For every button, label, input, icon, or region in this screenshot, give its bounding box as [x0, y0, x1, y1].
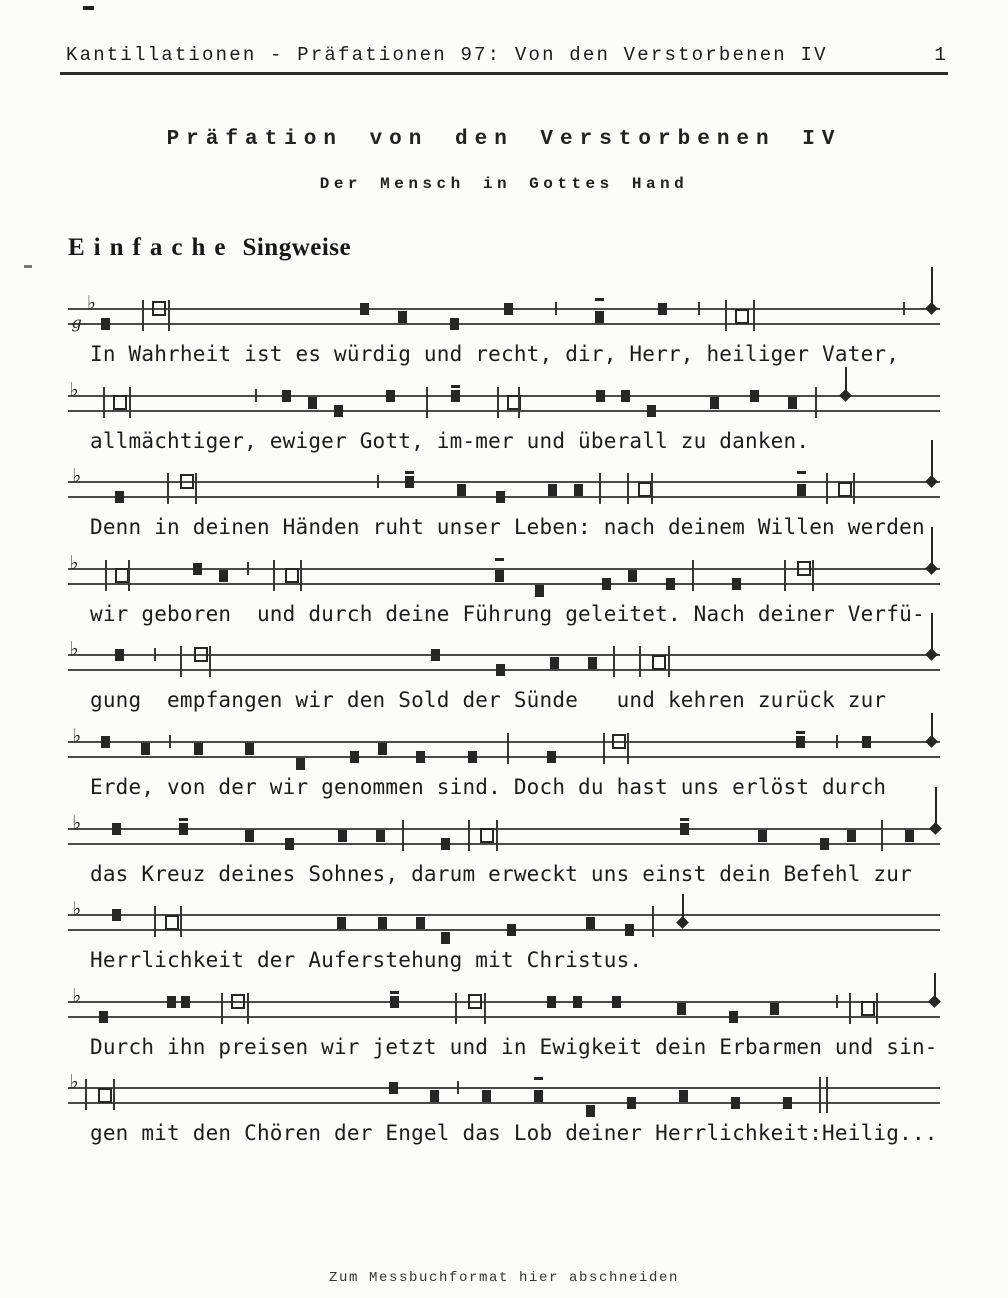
lyrics-line: wir geboren und durch deine Führung geleitet. Nach deiner Verfü-	[90, 601, 925, 626]
flat-sign: ♭	[69, 378, 79, 401]
episema-dash	[797, 471, 806, 474]
barline	[815, 387, 817, 418]
staff-line-lower	[68, 756, 940, 758]
flat-sign: ♭	[69, 551, 79, 574]
barline	[849, 993, 851, 1024]
neume-note	[376, 830, 385, 842]
neume-note	[847, 830, 856, 842]
barline	[753, 300, 755, 331]
episema-dash	[534, 1077, 543, 1080]
neume-note	[194, 743, 203, 755]
chant-system	[68, 724, 940, 816]
neume-note	[495, 570, 504, 582]
barline	[725, 300, 727, 331]
finalis-diamond	[839, 389, 852, 402]
half-barline	[836, 995, 838, 1008]
staff-line-lower	[68, 929, 940, 931]
half-barline	[154, 648, 156, 661]
neume-note	[468, 751, 477, 763]
neume-note	[647, 405, 656, 417]
neume-note	[612, 996, 621, 1008]
neume-open-note	[735, 309, 749, 324]
neume-note	[338, 830, 347, 842]
neume-note	[179, 823, 188, 835]
staff	[68, 724, 940, 773]
staff-line-lower	[68, 1016, 940, 1018]
neume-note	[219, 570, 228, 582]
neume-note	[504, 303, 513, 315]
chant-system	[68, 638, 940, 729]
staff	[68, 292, 940, 340]
neume-open-note	[652, 655, 666, 670]
barline	[247, 993, 249, 1024]
barline	[651, 473, 653, 504]
neume-note	[550, 657, 559, 669]
staff-line-lower	[68, 410, 940, 412]
neume-note	[450, 318, 459, 330]
barline	[881, 820, 883, 851]
neume-note	[496, 491, 505, 503]
neume-note	[547, 751, 556, 763]
neume-note	[389, 1082, 398, 1094]
neume-note	[731, 1097, 740, 1109]
scan-artifact	[24, 265, 32, 268]
flat-sign: ♭	[69, 1071, 79, 1094]
finalis-diamond	[925, 475, 938, 488]
barline	[497, 387, 499, 418]
chant-system	[68, 292, 940, 383]
neume-note	[534, 1090, 543, 1102]
staff-line-upper	[68, 395, 940, 397]
neume-note	[378, 743, 387, 755]
chant-system	[68, 378, 940, 470]
episema-dash	[680, 818, 689, 821]
page-number: 1	[934, 44, 948, 66]
neume-note	[112, 823, 121, 835]
finalis-diamond	[925, 302, 938, 315]
neume-note	[334, 405, 343, 417]
page-header	[66, 44, 948, 66]
neume-note	[386, 390, 395, 402]
neume-open-note	[861, 1001, 875, 1016]
neume-note	[627, 1097, 636, 1109]
chant-systems	[68, 292, 940, 1162]
neume-note	[115, 649, 124, 661]
barline	[129, 387, 131, 418]
barline	[507, 733, 509, 764]
flat-sign: ♭	[72, 898, 82, 921]
half-barline	[836, 735, 838, 748]
staff-line-upper	[68, 481, 940, 483]
episema-dash	[405, 471, 414, 474]
episema-dash	[390, 991, 399, 994]
neume-note	[112, 909, 121, 921]
neume-note	[482, 1090, 491, 1102]
barline	[300, 560, 302, 591]
barline	[599, 473, 601, 504]
neume-open-note	[638, 482, 652, 497]
neume-note	[245, 743, 254, 755]
episema-dash	[595, 298, 604, 301]
staff	[68, 378, 940, 427]
barline	[168, 300, 170, 331]
neume-note	[378, 917, 387, 929]
staff	[68, 638, 940, 686]
neume-note	[141, 743, 150, 755]
neume-open-note	[797, 561, 811, 576]
neume-note	[574, 484, 583, 496]
barline	[180, 906, 182, 937]
barline	[668, 646, 670, 677]
header-rule	[60, 72, 948, 75]
neume-open-note	[180, 474, 194, 489]
neume-note	[360, 303, 369, 315]
flat-sign: ♭	[72, 811, 82, 834]
neume-note	[308, 397, 317, 409]
section-heading-spaced: Einfache	[68, 234, 235, 261]
half-barline	[255, 389, 257, 402]
staff-line-upper	[68, 1001, 940, 1003]
neume-note	[296, 758, 305, 770]
barline	[784, 560, 786, 591]
neume-note	[621, 390, 630, 402]
barline	[85, 1079, 87, 1110]
document-subtitle: Der Mensch in Gottes Hand	[319, 175, 689, 193]
neume-open-note	[165, 915, 179, 930]
barline	[402, 820, 404, 851]
barline	[692, 560, 694, 591]
chant-system	[68, 811, 940, 903]
neume-open-note	[98, 1088, 112, 1103]
barline	[484, 993, 486, 1024]
lyrics-line: allmächtiger, ewiger Gott, im-mer und überall zu danken.	[90, 428, 810, 453]
barline	[167, 473, 169, 504]
lyrics-line: gen mit den Chören der Engel das Lob deiner Herrlichkeit:Heilig...	[90, 1121, 938, 1146]
finalis-diamond	[677, 916, 690, 929]
barline	[209, 646, 211, 677]
neume-note	[796, 736, 805, 748]
barline	[128, 560, 130, 591]
barline	[496, 820, 498, 851]
neume-open-note	[468, 994, 482, 1009]
neume-note	[625, 924, 634, 936]
staff-line-lower	[68, 583, 940, 585]
chant-system	[68, 465, 940, 556]
neume-note	[679, 1090, 688, 1102]
barline	[105, 560, 107, 591]
half-barline	[247, 562, 249, 575]
barline	[273, 560, 275, 591]
barline	[468, 820, 470, 851]
scan-artifact	[83, 6, 94, 10]
barline	[853, 473, 855, 504]
chant-system	[68, 1071, 940, 1162]
neume-note	[628, 570, 637, 582]
neume-note	[547, 996, 556, 1008]
barline	[652, 906, 654, 937]
half-barline	[457, 1081, 459, 1094]
lyrics-line: Denn in deinen Händen ruht unser Leben: nach deinem Willen werden	[90, 515, 925, 540]
barline	[627, 473, 629, 504]
neume-note	[245, 830, 254, 842]
finalis-diamond	[928, 995, 941, 1008]
staff-line-lower	[68, 323, 940, 325]
neume-note	[680, 823, 689, 835]
footer-note: Zum Messbuchformat hier abschneiden	[328, 1270, 680, 1286]
neume-note	[405, 476, 414, 488]
barline	[455, 993, 457, 1024]
neume-note	[99, 1011, 108, 1023]
neume-note	[862, 736, 871, 748]
finalis-note	[678, 918, 688, 928]
document-title: Präfation von den Verstorbenen IV	[166, 128, 842, 151]
barline	[613, 646, 615, 677]
finalis-note	[930, 997, 940, 1007]
neume-open-note	[838, 482, 852, 497]
lyrics-line: das Kreuz deines Sohnes, darum erweckt uns einst dein Befehl zur	[90, 861, 912, 886]
finalis-note	[931, 824, 941, 834]
neume-note	[905, 830, 914, 842]
section-heading-normal: Singweise	[242, 234, 352, 261]
neume-note	[398, 311, 407, 323]
finalis-note	[927, 564, 937, 574]
neume-note	[710, 397, 719, 409]
neume-note	[586, 917, 595, 929]
neume-note	[658, 303, 667, 315]
neume-note	[758, 830, 767, 842]
episema-dash	[495, 558, 504, 561]
staff	[68, 1071, 940, 1119]
staff-line-lower	[68, 843, 940, 845]
neume-note	[797, 484, 806, 496]
lyrics-line: gung empfangen wir den Sold der Sünde und kehren zurück zur	[90, 688, 887, 713]
staff	[68, 984, 940, 1033]
neume-open-note	[480, 828, 494, 843]
neume-note	[788, 397, 797, 409]
neume-note	[750, 390, 759, 402]
neume-note	[416, 917, 425, 929]
neume-note	[101, 736, 110, 748]
staff	[68, 811, 940, 860]
finalis-note	[841, 391, 851, 401]
neume-note	[573, 996, 582, 1008]
neume-note	[416, 751, 425, 763]
chant-system	[68, 898, 940, 989]
neume-note	[677, 1003, 686, 1015]
flat-sign: ♭	[87, 292, 97, 314]
barline	[195, 473, 197, 504]
finalis-note	[927, 477, 937, 487]
neume-note	[820, 838, 829, 850]
staff-line-upper	[68, 914, 940, 916]
episema-dash	[451, 385, 460, 388]
neume-note	[451, 390, 460, 402]
staff	[68, 551, 940, 600]
neume-note	[548, 484, 557, 496]
staff-line-upper	[68, 1087, 940, 1089]
staff	[68, 898, 940, 946]
barline	[627, 733, 629, 764]
neume-note	[535, 585, 544, 597]
neume-note	[441, 838, 450, 850]
neume-open-note	[152, 301, 166, 316]
barline	[639, 646, 641, 677]
barline	[826, 473, 828, 504]
neume-note	[729, 1011, 738, 1023]
finalis-note	[927, 650, 937, 660]
half-barline	[169, 735, 171, 748]
staff-line-lower	[68, 1102, 940, 1104]
neume-note	[282, 390, 291, 402]
flat-sign: ♭	[69, 638, 79, 661]
neume-note	[431, 649, 440, 661]
finalis-note	[927, 304, 937, 314]
half-barline	[555, 302, 557, 315]
episema-dash	[179, 818, 188, 821]
neume-note	[181, 996, 190, 1008]
neume-note	[588, 657, 597, 669]
neume-note	[596, 390, 605, 402]
half-barline	[698, 302, 700, 315]
finalis-diamond	[929, 822, 942, 835]
barline	[142, 300, 144, 331]
running-title: Kantillationen - Präfationen 97: Von den Verstorbenen IV	[66, 44, 828, 66]
neume-note	[496, 664, 505, 676]
lyrics-line: Erde, von der wir genommen sind. Doch du hast uns erlöst durch	[90, 774, 887, 799]
half-barline	[377, 475, 379, 488]
neume-note	[285, 838, 294, 850]
barline	[154, 906, 156, 937]
staff	[68, 465, 940, 513]
barline	[518, 387, 520, 418]
flat-sign: ♭	[72, 465, 82, 488]
neume-open-note	[231, 994, 245, 1009]
neume-open-note	[194, 647, 208, 662]
finalis-diamond	[925, 562, 938, 575]
neume-note	[115, 491, 124, 503]
staff-line-upper	[68, 828, 940, 830]
neume-note	[586, 1105, 595, 1117]
finalis-note	[927, 737, 937, 747]
barline	[113, 1079, 115, 1110]
neume-open-note	[115, 568, 129, 583]
chant-system	[68, 984, 940, 1076]
barline	[812, 560, 814, 591]
chant-system	[68, 551, 940, 643]
neume-note	[337, 917, 346, 929]
episema-dash	[796, 731, 805, 734]
neume-note	[770, 1003, 779, 1015]
lyrics-line: Herrlichkeit der Auferstehung mit Christus.	[90, 948, 643, 973]
double-barline	[819, 1077, 828, 1113]
section-heading	[68, 234, 351, 262]
neume-note	[732, 578, 741, 590]
barline	[876, 993, 878, 1024]
clef-g: g	[71, 313, 82, 332]
flat-sign: ♭	[72, 724, 82, 747]
neume-note	[441, 932, 450, 944]
barline	[221, 993, 223, 1024]
neume-note	[507, 924, 516, 936]
barline	[103, 387, 105, 418]
neume-note	[101, 318, 110, 330]
flat-sign: ♭	[72, 984, 82, 1007]
neume-note	[666, 578, 675, 590]
neume-note	[595, 311, 604, 323]
neume-note	[167, 996, 176, 1008]
lyrics-line: Durch ihn preisen wir jetzt und in Ewigkeit dein Erbarmen und sin-	[90, 1034, 938, 1059]
neume-note	[457, 484, 466, 496]
barline	[426, 387, 428, 418]
neume-note	[602, 578, 611, 590]
lyrics-line: In Wahrheit ist es würdig und recht, dir, Herr, heiliger Vater,	[90, 342, 900, 366]
neume-note	[193, 563, 202, 575]
finalis-diamond	[925, 735, 938, 748]
barline	[603, 733, 605, 764]
neume-note	[390, 996, 399, 1008]
neume-open-note	[612, 734, 626, 749]
barline	[180, 646, 182, 677]
neume-open-note	[285, 568, 299, 583]
half-barline	[903, 302, 905, 315]
neume-note	[430, 1090, 439, 1102]
neume-note	[783, 1097, 792, 1109]
neume-open-note	[113, 395, 127, 410]
finalis-diamond	[925, 649, 938, 662]
neume-note	[350, 751, 359, 763]
